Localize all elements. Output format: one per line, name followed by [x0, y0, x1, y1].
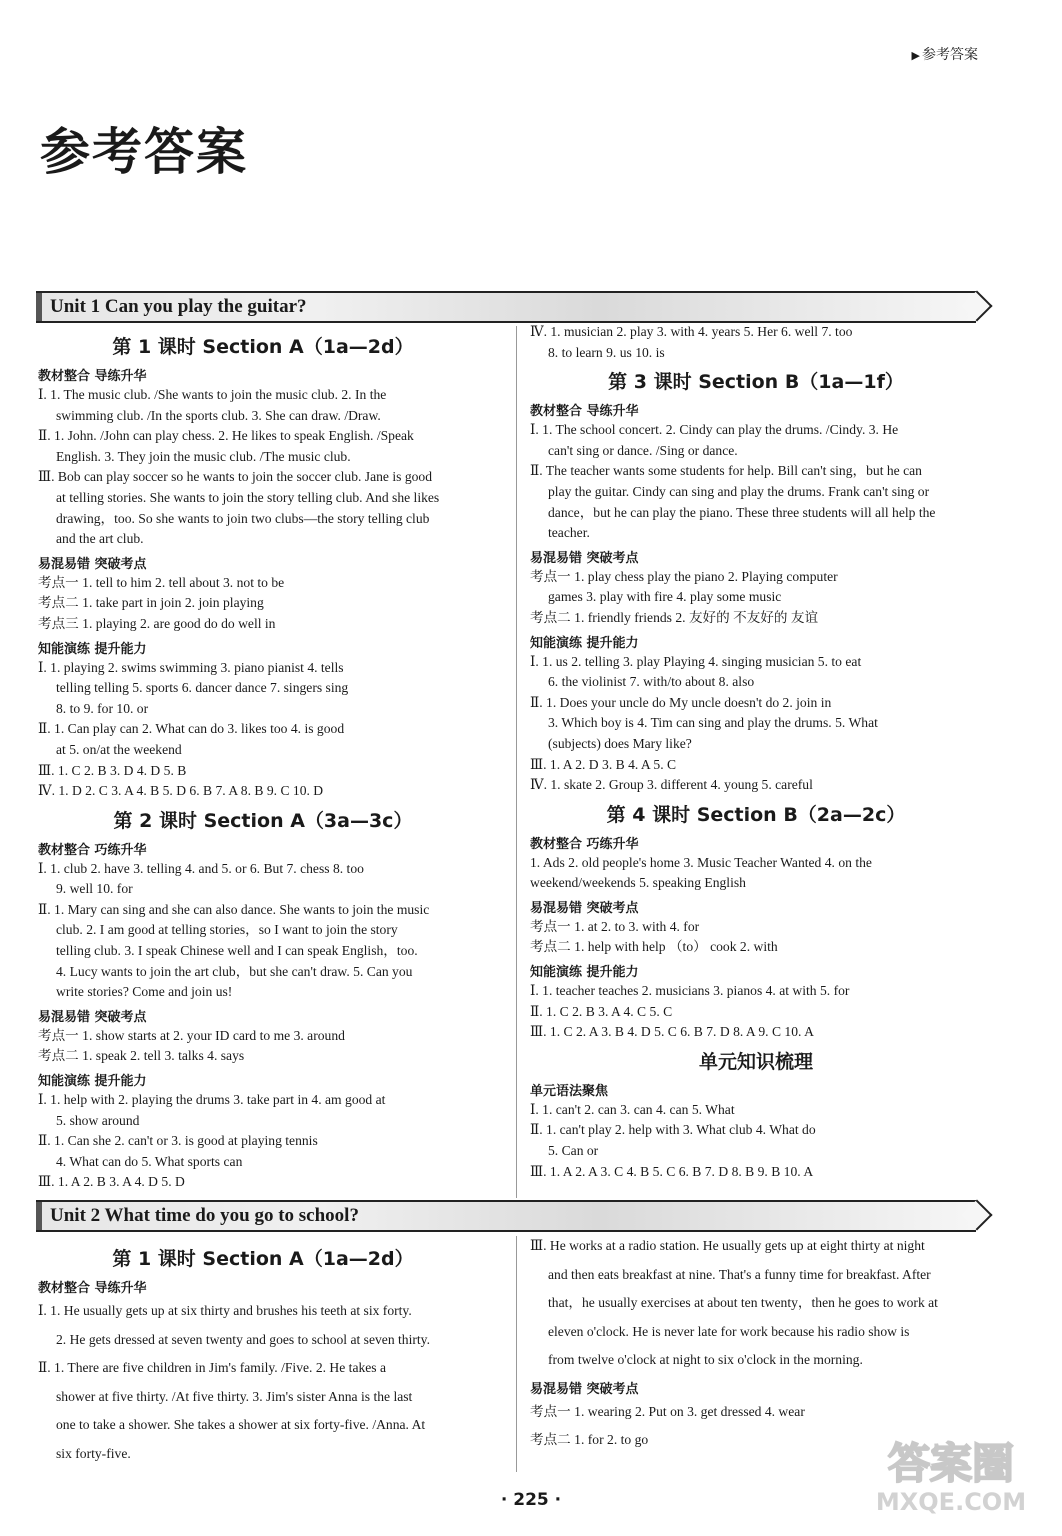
- subsection-heading: 易混易错 突破考点: [530, 900, 639, 916]
- answer-line: 考点二 1. take part in join 2. join playing: [38, 595, 264, 611]
- answer-line: Ⅰ. 1. He usually gets up at six thirty and brushes his teeth at six forty.: [38, 1303, 412, 1318]
- answer-line: English. 3. They join the music club. /The music club.: [56, 448, 351, 464]
- answer-line: 考点二 1. friendly friends 2. 友好的 不友好的 友谊: [530, 609, 819, 625]
- answer-line: Ⅳ. 1. skate 2. Group 3. different 4. young 5. careful: [530, 777, 813, 793]
- unit-2-banner: [36, 1200, 976, 1232]
- running-title: 参考答案: [922, 47, 978, 63]
- answer-line: teacher.: [548, 525, 590, 541]
- answer-line: (subjects) does Mary like?: [548, 735, 692, 751]
- running-header: [912, 44, 978, 64]
- answer-line: Ⅰ. 1. teacher teaches 2. musicians 3. pianos 4. at with 5. for: [530, 983, 850, 999]
- answer-line: at 5. on/at the weekend: [56, 741, 182, 757]
- page-title: 参考答案: [40, 123, 248, 181]
- answer-line: 5. Can or: [548, 1143, 599, 1159]
- answer-line: Ⅰ. 1. club 2. have 3. telling 4. and 5. or 6. But 7. chess 8. too: [38, 860, 364, 876]
- subsection-heading: 知能演练 提升能力: [38, 1074, 147, 1090]
- answer-line: Ⅱ. 1. Does your uncle do My uncle doesn't do 2. join in: [530, 694, 832, 710]
- section-heading: 第 1 课时 Section A（1a—2d）: [112, 336, 414, 358]
- answer-line: 5. show around: [56, 1112, 140, 1128]
- answer-line: at telling stories. She wants to join the story telling club. And she likes: [56, 489, 440, 505]
- answer-line: 考点一 1. play chess play the piano 2. Playing computer: [530, 568, 838, 584]
- answer-line: Ⅲ. He works at a radio station. He usually gets up at eight thirty at night: [530, 1238, 925, 1253]
- answer-line: Ⅱ. 1. There are five children in Jim's family. /Five. 2. He takes a: [38, 1360, 387, 1375]
- answer-line: 6. the violinist 7. with/to about 8. also: [548, 674, 755, 690]
- answer-line: Ⅱ. The teacher wants some students for help. Bill can't sing，but he can: [530, 463, 922, 479]
- column-divider: [516, 1236, 517, 1472]
- page-number: · 225 ·: [500, 1490, 562, 1510]
- answer-line: Ⅲ. 1. A 2. D 3. B 4. A 5. C: [530, 756, 677, 772]
- subsection-heading: 教材整合 巧练升华: [530, 836, 639, 852]
- subsection-heading: 易混易错 突破考点: [38, 1009, 147, 1025]
- answer-line: Ⅱ. 1. John. /John can play chess. 2. He likes to speak English. /Speak: [38, 428, 414, 444]
- answer-line: Ⅱ. 1. can't play 2. help with 3. What club 4. What do: [530, 1122, 816, 1138]
- answer-line: 考点二 1. help with help （to） cook 2. with: [530, 939, 778, 955]
- answer-line: 8. to 9. for 10. or: [56, 700, 149, 716]
- subsection-heading: 教材整合 巧练升华: [38, 842, 147, 858]
- answer-line: Ⅰ. 1. The school concert. 2. Cindy can play the drums. /Cindy. 3. He: [530, 422, 899, 438]
- chevron-right-icon: [961, 1199, 992, 1230]
- unit-1-title: Unit 1 Can you play the guitar?: [50, 296, 307, 317]
- subsection-heading: 知能演练 提升能力: [530, 635, 639, 651]
- answer-line: 考点二 1. speak 2. tell 3. talks 4. says: [38, 1048, 245, 1064]
- unit-1-left-column: [38, 328, 488, 1193]
- answer-line: 考点一 1. show starts at 2. your ID card to me 3. around: [38, 1027, 345, 1043]
- answer-line: Ⅳ. 1. D 2. C 3. A 4. B 5. D 6. B 7. A 8. B 9. C 10. D: [38, 783, 324, 799]
- answer-line: 2. He gets dressed at seven twenty and goes to school at seven thirty.: [56, 1331, 430, 1347]
- answer-line: that，he usually exercises at about ten twenty，then he goes to work at: [548, 1295, 938, 1310]
- section-heading: 第 2 课时 Section A（3a—3c）: [113, 809, 413, 832]
- answer-line: weekend/weekends 5. speaking English: [530, 875, 746, 891]
- answer-line: games 3. play with fire 4. play some music: [548, 589, 782, 605]
- answer-line: 考点二 1. for 2. to go: [530, 1432, 649, 1447]
- answer-line: drawing，too. So she wants to join two clubs—the story telling club: [56, 510, 430, 526]
- watermark-text: 答案圈: [887, 1439, 1015, 1488]
- subsection-heading: 单元语法聚焦: [530, 1083, 609, 1099]
- answer-line: 考点一 1. wearing 2. Put on 3. get dressed 4. wear: [530, 1403, 805, 1419]
- unit-1-right-column: [530, 322, 982, 1182]
- answer-line: 4. What can do 5. What sports can: [56, 1153, 243, 1169]
- section-heading: 第 3 课时 Section B（1a—1f）: [608, 371, 904, 394]
- answer-line: 8. to learn 9. us 10. is: [548, 344, 665, 360]
- subsection-heading: 教材整合 导练升华: [38, 1281, 147, 1296]
- answer-line: Ⅲ. Bob can play soccer so he wants to join the soccer club. Jane is good: [38, 469, 433, 485]
- answer-line: from twelve o'clock at night to six o'clock in the morning.: [548, 1352, 863, 1367]
- answer-line: Ⅱ. 1. C 2. B 3. A 4. C 5. C: [530, 1003, 673, 1019]
- subsection-heading: 教材整合 导练升华: [38, 369, 147, 384]
- answer-line: swimming club. /In the sports club. 3. She can draw. /Draw.: [56, 407, 381, 423]
- answer-line: eleven o'clock. He is never late for work because his radio show is: [548, 1323, 910, 1339]
- answer-line: 3. Which boy is 4. Tim can sing and play the drums. 5. What: [548, 715, 878, 731]
- unit-2-left-column: [38, 1240, 488, 1468]
- answer-line: Ⅱ. 1. Can play can 2. What can do 3. likes too 4. is good: [38, 721, 345, 737]
- answer-line: 考点一 1. tell to him 2. tell about 3. not to be: [38, 574, 285, 590]
- answer-line: Ⅰ. 1. help with 2. playing the drums 3. take part in 4. am good at: [38, 1092, 386, 1108]
- answer-line: telling club. 3. I speak Chinese well and I can speak English，too.: [56, 943, 418, 959]
- answer-line: and the art club.: [56, 531, 144, 547]
- column-divider: [516, 326, 517, 1198]
- answer-line: 考点一 1. at 2. to 3. with 4. for: [530, 918, 700, 934]
- subsection-heading: 知能演练 提升能力: [38, 641, 147, 657]
- play-triangle-icon: ▶: [911, 49, 920, 62]
- answer-line: 考点三 1. playing 2. are good do do well in: [38, 615, 276, 631]
- answer-line: Ⅰ. 1. can't 2. can 3. can 4. can 5. What: [530, 1101, 735, 1117]
- unit-2-title: Unit 2 What time do you go to school?: [50, 1205, 359, 1226]
- answer-line: Ⅰ. 1. The music club. /She wants to join the music club. 2. In the: [38, 387, 387, 402]
- section-heading: 第 1 课时 Section A（1a—2d）: [112, 1248, 414, 1270]
- subsection-heading: 易混易错 突破考点: [38, 556, 147, 572]
- answer-line: telling telling 5. sports 6. dancer dance 7. singers sing: [56, 680, 349, 696]
- answer-line: can't sing or dance. /Sing or dance.: [548, 442, 738, 458]
- chevron-right-icon: [961, 290, 992, 321]
- answer-line: play the guitar. Cindy can sing and play the drums. Frank can't sing or: [548, 483, 930, 499]
- answer-line: Ⅲ. 1. A 2. B 3. A 4. D 5. D: [38, 1174, 185, 1190]
- answer-line: Ⅲ. 1. C 2. B 3. D 4. D 5. B: [38, 762, 187, 778]
- answer-line: one to take a shower. She takes a shower at six forty-five. /Anna. At: [56, 1417, 426, 1432]
- unit-2-right-column: [530, 1232, 982, 1455]
- answer-line: shower at five thirty. /At five thirty. 3. Jim's sister Anna is the last: [56, 1388, 413, 1404]
- section-heading: 单元知识梳理: [698, 1050, 813, 1073]
- answer-line: Ⅰ. 1. us 2. telling 3. play Playing 4. singing musician 5. to eat: [530, 653, 862, 669]
- answer-line: Ⅱ. 1. Mary can sing and she can also dance. She wants to join the music: [38, 901, 430, 917]
- answer-line: dance，but he can play the piano. These three students will all help the: [548, 504, 936, 520]
- answer-line: club. 2. I am good at telling stories，so I want to join the story: [56, 922, 398, 938]
- subsection-heading: 易混易错 突破考点: [530, 550, 639, 566]
- answer-line: Ⅱ. 1. Can she 2. can't or 3. is good at playing tennis: [38, 1133, 318, 1149]
- answer-line: Ⅰ. 1. playing 2. swims swimming 3. piano pianist 4. tells: [38, 659, 344, 675]
- answer-line: 1. Ads 2. old people's home 3. Music Teacher Wanted 4. on the: [530, 854, 872, 870]
- unit-1-banner: [36, 291, 976, 323]
- answer-line: 4. Lucy wants to join the art club，but she can't draw. 5. Can you: [56, 963, 413, 979]
- subsection-heading: 教材整合 导练升华: [530, 404, 639, 420]
- answer-line: 9. well 10. for: [56, 881, 133, 897]
- answer-line: Ⅳ. 1. musician 2. play 3. with 4. years 5. Her 6. well 7. too: [530, 324, 853, 339]
- section-heading: 第 4 课时 Section B（2a—2c）: [606, 803, 906, 826]
- subsection-heading: 知能演练 提升能力: [530, 965, 639, 981]
- answer-line: and then eats breakfast at nine. That's a funny time for breakfast. After: [548, 1266, 931, 1282]
- answer-line: Ⅲ. 1. A 2. A 3. C 4. B 5. C 6. B 7. D 8. B 9. B 10. A: [530, 1163, 814, 1179]
- answer-line: write stories? Come and join us!: [56, 984, 233, 1000]
- answer-line: six forty-five.: [56, 1445, 131, 1461]
- watermark-logo: [866, 1430, 1036, 1518]
- watermark-url: MXQE.COM: [875, 1488, 1027, 1516]
- answer-line: Ⅲ. 1. C 2. A 3. B 4. D 5. C 6. B 7. D 8. A 9. C 10. A: [530, 1024, 814, 1040]
- subsection-heading: 易混易错 突破考点: [530, 1381, 639, 1397]
